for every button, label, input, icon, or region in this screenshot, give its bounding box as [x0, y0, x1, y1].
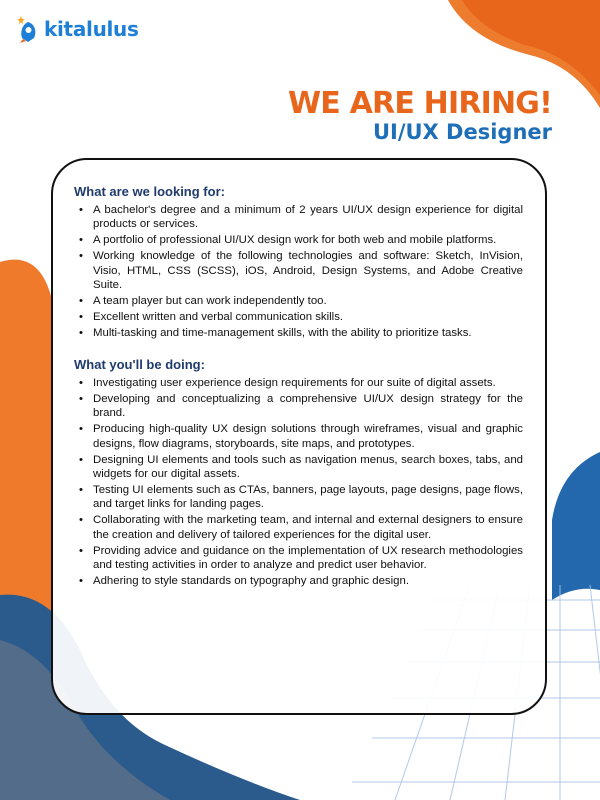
requirements-heading: What are we looking for:: [74, 184, 225, 199]
list-item: • Collaborating with the marketing team, and internal and external designers to ensure the creation and delivery of tailored experiences for the digital user.: [79, 514, 523, 541]
headline: [288, 86, 552, 145]
list-item: • Testing UI elements such as CTAs, banners, page layouts, page designs, page flows, and target links for landing pages.: [79, 484, 523, 511]
list-item: • A team player but can work independently too.: [79, 294, 327, 307]
list-item: • Designing UI elements and tools such as navigation menus, search boxes, tabs, and widgets for our digital assets.: [79, 453, 523, 481]
list-item: • A portfolio of professional UI/UX design work for both web and mobile platforms.: [79, 234, 497, 247]
list-item: • Working knowledge of the following technologies and software: Sketch, InVision, Visio, HTML, CSS (SCSS), iOS, Android, Design Systems, and Adobe Creative Suite.: [79, 250, 523, 292]
list-item: • Investigating user experience design requirements for our suite of digital assets.: [79, 377, 496, 390]
job-description-card: [51, 158, 547, 715]
job-role: UI/UX Designer: [372, 120, 552, 144]
list-item: • Producing high-quality UX design solutions through wireframes, visual and graphic designs, flow diagrams, storyboards, site maps, and prototypes.: [79, 423, 523, 450]
rocket-mascot-icon: [16, 14, 40, 44]
list-item: • Multi-tasking and time-management skills, with the ability to prioritize tasks.: [79, 326, 472, 339]
responsibilities-list: [74, 376, 523, 588]
requirements-list: [74, 203, 523, 340]
list-item: • Providing advice and guidance on the implementation of UX research methodologies and testing activities in order to analyze and predict user behavior.: [79, 544, 523, 572]
list-item: • Excellent written and verbal communication skills.: [79, 310, 344, 323]
right-blue-shape: [552, 452, 600, 600]
responsibilities-heading: What you'll be doing:: [74, 357, 205, 373]
list-item: • Adhering to style standards on typography and graphic design.: [79, 574, 409, 587]
hiring-title: WE ARE HIRING!: [287, 86, 552, 121]
list-item: • Developing and conceptualizing a comprehensive UI/UX design strategy for the brand.: [79, 393, 523, 420]
brand-logo: [16, 14, 139, 44]
brand-name: kitalulus: [44, 17, 139, 41]
list-item: • A bachelor's degree and a minimum of 2 years UI/UX design experience for digital products or services.: [79, 204, 523, 231]
